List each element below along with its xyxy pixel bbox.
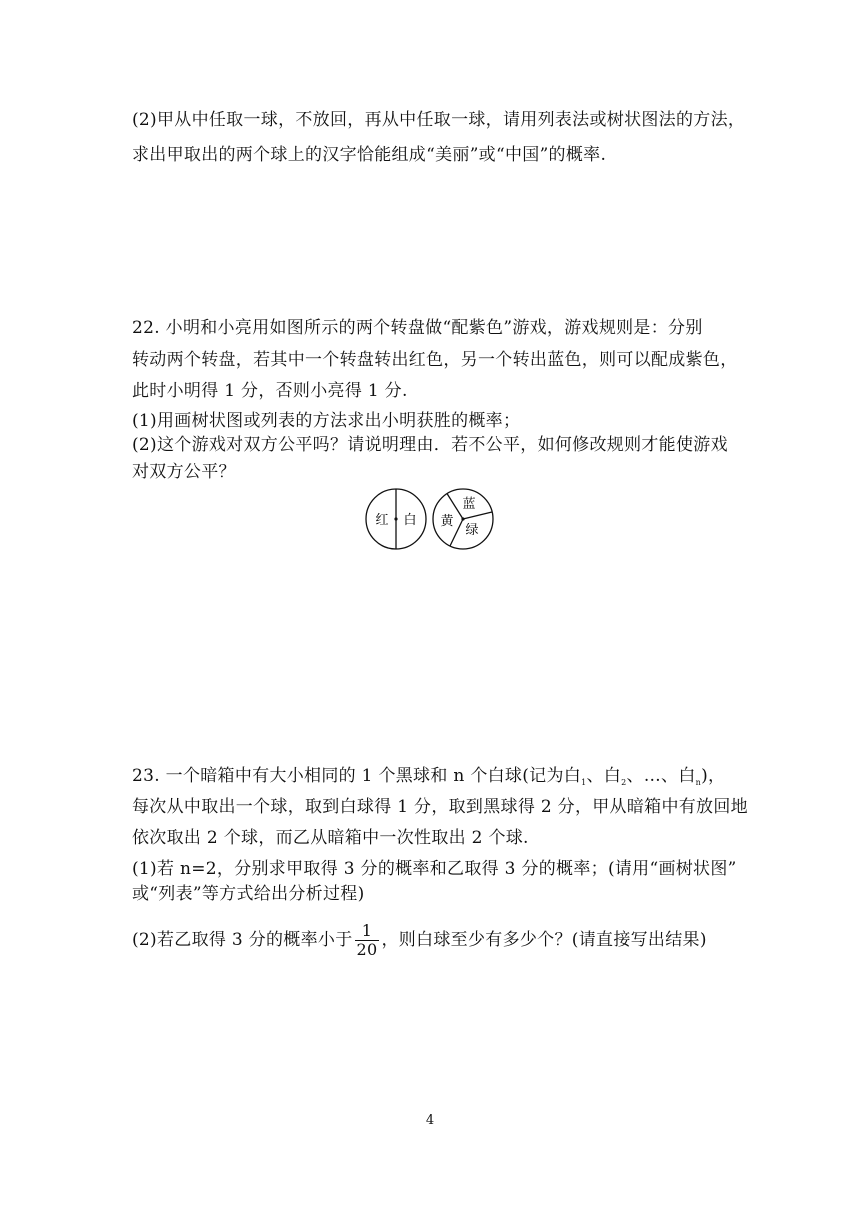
spinners-figure: [365, 488, 497, 552]
q23-part2-before: (2)若乙取得 3 分的概率小于: [132, 930, 353, 950]
spinner2-label-bottom: 绿: [465, 523, 479, 538]
spinner2-label-top: 蓝: [462, 497, 476, 512]
q21-part2-line2: 求出甲取出的两个球上的汉字恰能组成“美丽”或“中国”的概率.: [132, 145, 607, 165]
q23-line1-end: )，: [701, 766, 726, 786]
q22-line2: 转动两个转盘，若其中一个转盘转出红色，另一个转出蓝色，则可以配成紫色，: [132, 350, 738, 370]
q23-sep-1: 、白: [586, 766, 622, 786]
spinner-blue-yellow-green: [433, 489, 493, 549]
q22-line1: 22. 小明和小亮用如图所示的两个转盘做“配紫色”游戏，游戏规则是：分别: [132, 318, 703, 338]
spinner2-label-left: 黄: [440, 514, 454, 529]
spinner1-label-right: 白: [403, 513, 417, 528]
q23-part2-after: ，则白球至少有多少个？(请直接写出结果): [381, 930, 707, 950]
q23-sub-2: 2: [621, 778, 627, 787]
q23-line1-text: 23. 一个暗箱中有大小相同的 1 个黑球和 n 个白球(记为白: [132, 766, 582, 786]
q22-part2-line2: 对双方公平？: [132, 462, 236, 482]
spinner-red-white: [366, 489, 426, 549]
spinner1-label-left: 红: [375, 513, 389, 528]
fraction-numerator: 1: [361, 921, 373, 940]
q23-part1-line2: 或“列表”等方式给出分析过程): [132, 884, 365, 904]
q22-line3: 此时小明得 1 分，否则小亮得 1 分.: [132, 381, 408, 401]
q23-sub-1: 1: [581, 778, 587, 787]
fraction-one-twentieth: [355, 922, 380, 959]
fraction-denominator: 20: [356, 940, 378, 959]
q23-line1: [132, 766, 725, 789]
q23-part2: [132, 920, 707, 960]
page-number: 4: [425, 1113, 435, 1128]
q23-sub-n: n: [695, 778, 702, 787]
q22-part1: (1)用画树状图或列表的方法求出小明获胜的概率；: [132, 411, 521, 431]
q23-part1-line1: (1)若 n=2，分别求甲取得 3 分的概率和乙取得 3 分的概率；(请用“画树状图”: [132, 859, 737, 879]
q23-line2: 每次从中取出一个球，取到白球得 1 分，取到黑球得 2 分，甲从暗箱中有放回地: [132, 797, 748, 817]
q23-line3: 依次取出 2 个球，而乙从暗箱中一次性取出 2 个球.: [132, 828, 529, 848]
q21-part2-line1: (2)甲从中任取一球，不放回，再从中任取一球，请用列表法或树状图法的方法，: [132, 110, 746, 130]
q23-sep-2: 、…、白: [626, 766, 696, 786]
q22-part2-line1: (2)这个游戏对双方公平吗？请说明理由．若不公平，如何修改规则才能使游戏: [132, 435, 728, 455]
